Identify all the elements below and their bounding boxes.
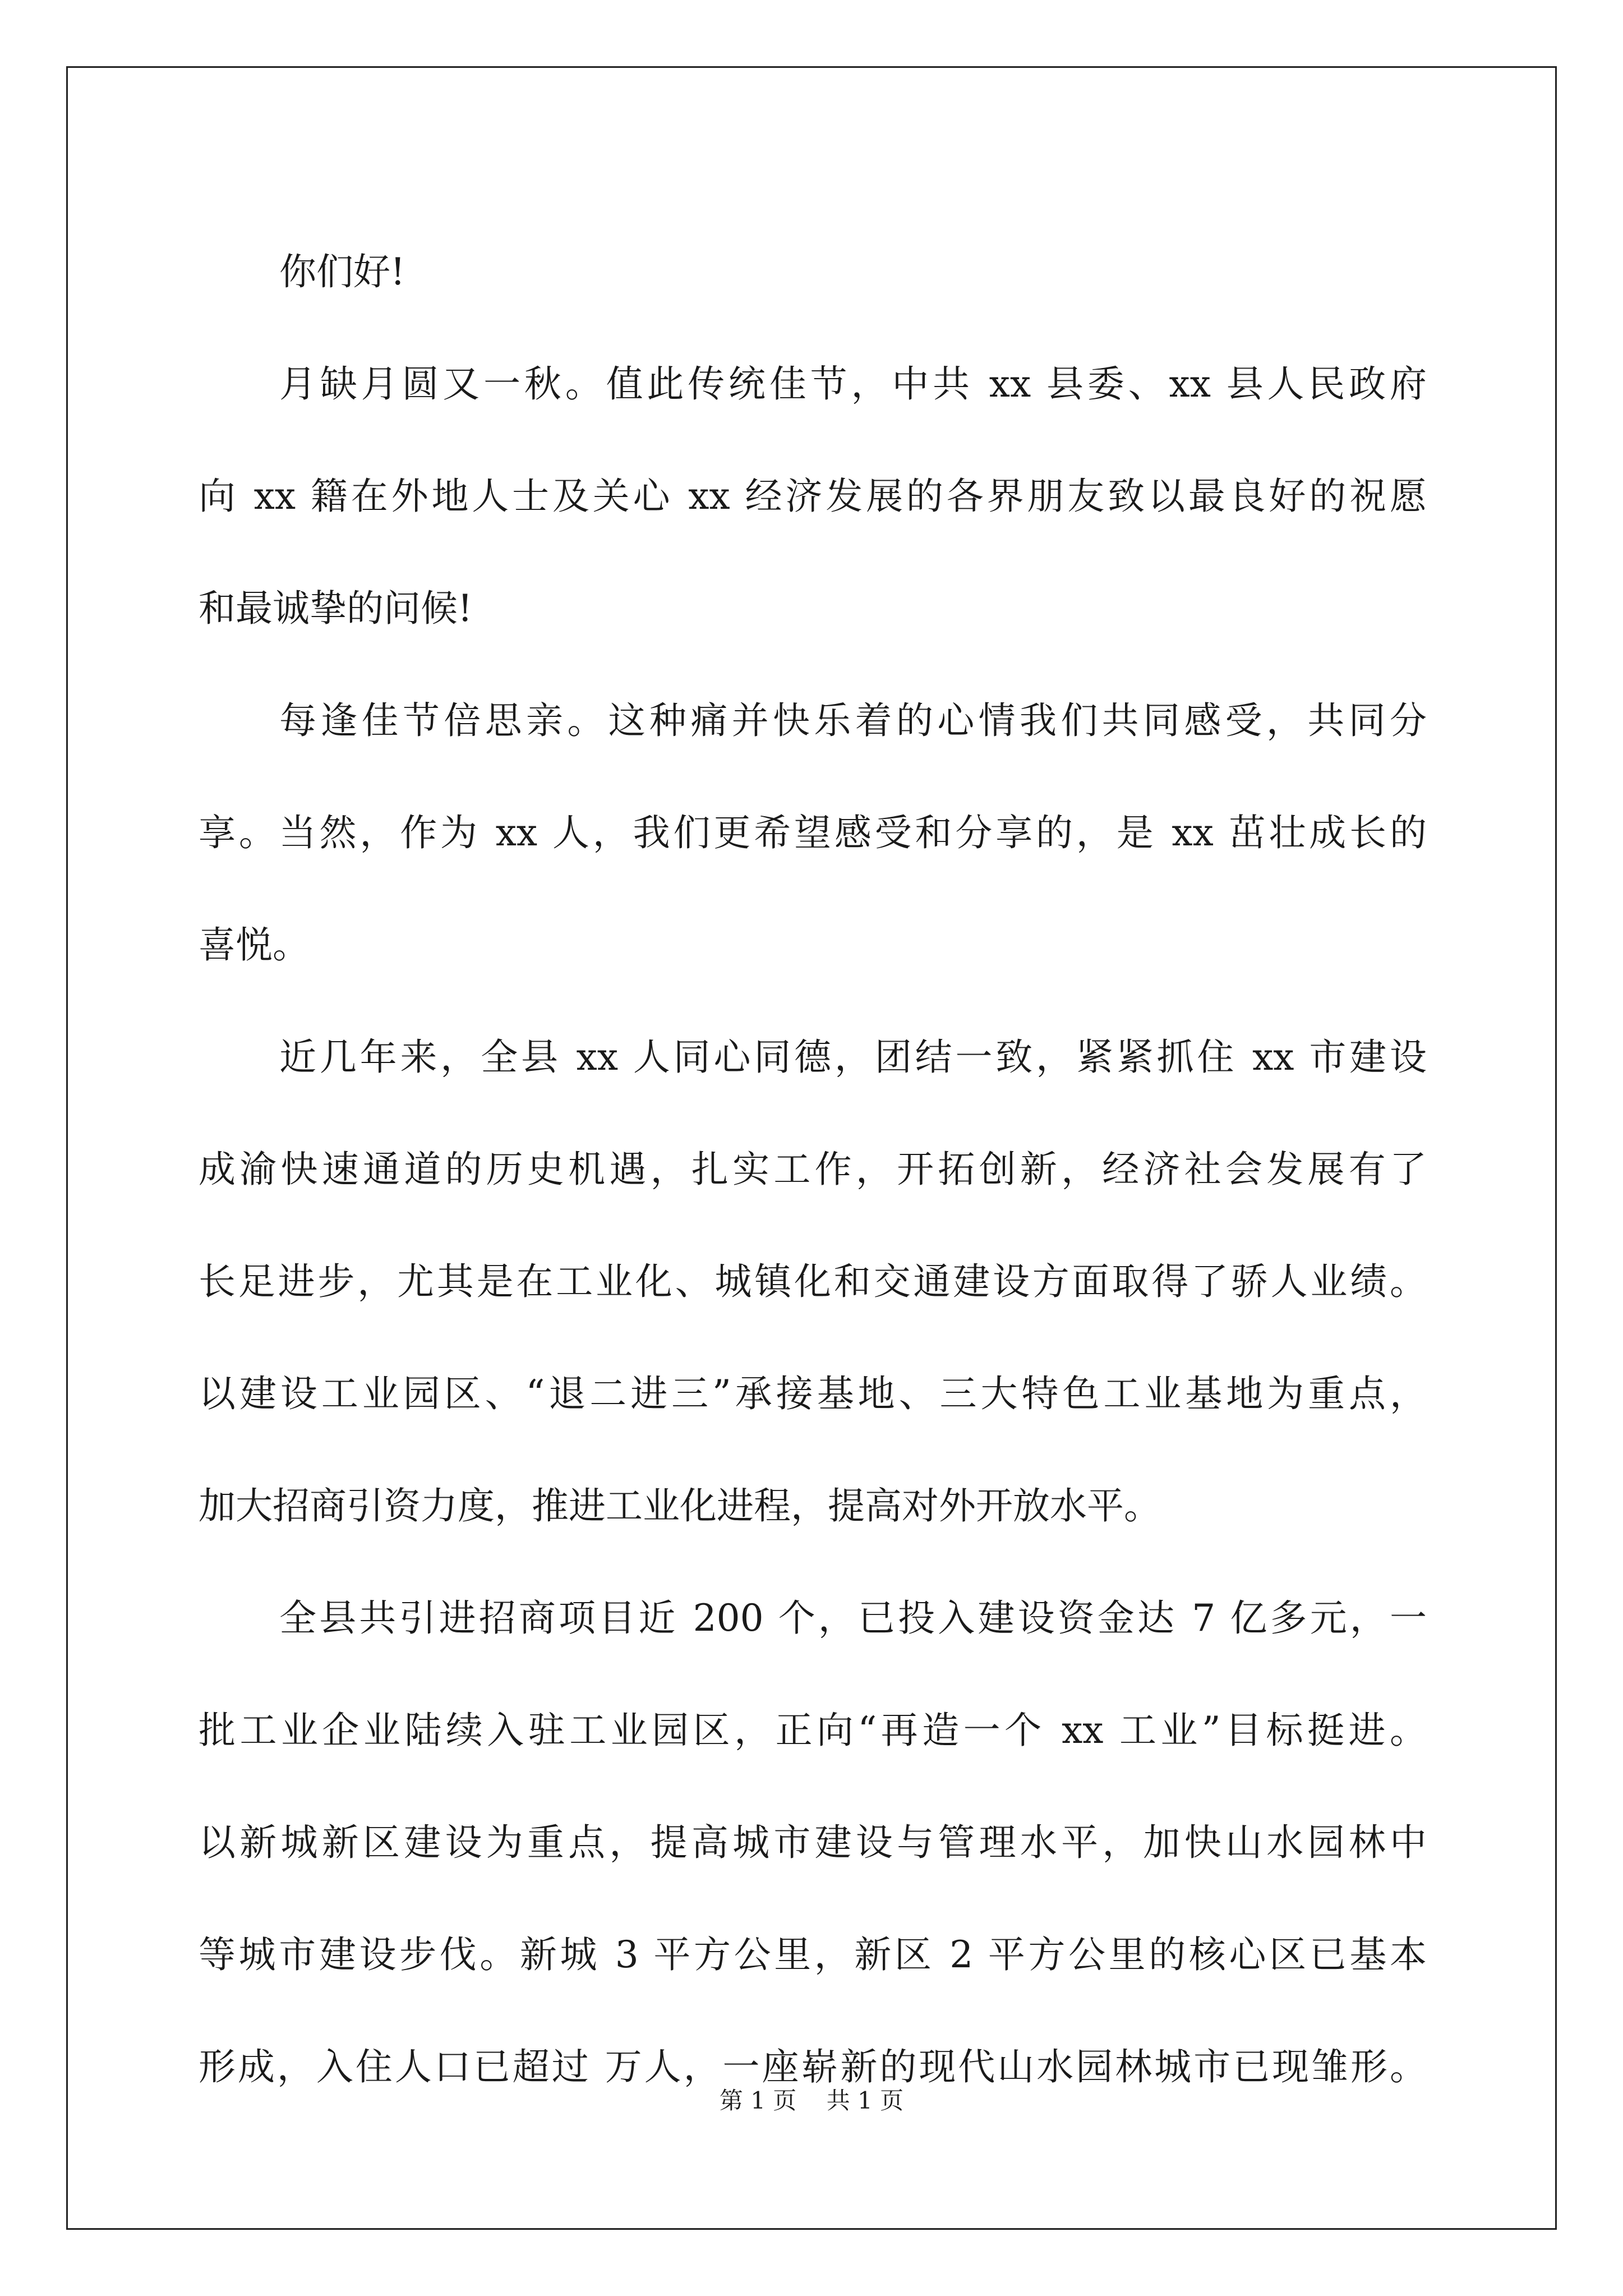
text-line: 长足进步，尤其是在工业化、城镇化和交通建设方面取得了骄人业绩。 <box>199 1260 1427 1303</box>
text-line: 月缺月圆又一秋。值此传统佳节，中共 xx 县委、xx 县人民政府 <box>279 362 1427 406</box>
text-line: 形成，入住人口已超过 万人，一座崭新的现代山水园林城市已现雏形。 <box>199 2045 1427 2088</box>
text-line: 喜悦。 <box>199 923 310 967</box>
text-line: 每逢佳节倍思亲。这种痛并快乐着的心情我们共同感受，共同分 <box>279 699 1427 742</box>
text-line: 全县共引进招商项目近 200 个，已投入建设资金达 7 亿多元，一 <box>279 1596 1427 1640</box>
text-line: 向 xx 籍在外地人士及关心 xx 经济发展的各界朋友致以最良好的祝愿 <box>199 475 1427 518</box>
text-line: 以建设工业园区、“退二进三”承接基地、三大特色工业基地为重点， <box>199 1372 1427 1415</box>
text-line: 近几年来，全县 xx 人同心同德，团结一致，紧紧抓住 xx 市建设 <box>279 1036 1427 1079</box>
text-line: 和最诚挚的问候! <box>199 587 473 630</box>
text-line: 批工业企业陆续入驻工业园区，正向“再造一个 xx 工业”目标挺进。 <box>199 1709 1427 1752</box>
text-line: 以新城新区建设为重点，提高城市建设与管理水平，加快山水园林中 <box>199 1821 1427 1864</box>
text-line: 等城市建设步伐。新城 3 平方公里，新区 2 平方公里的核心区已基本 <box>199 1933 1427 1976</box>
text-line: 成渝快速通道的历史机遇，扎实工作，开拓创新，经济社会发展有了 <box>199 1148 1427 1191</box>
page-number-footer: 第 1 页 共 1 页 <box>719 2087 904 2114</box>
text-line: 享。当然，作为 xx 人，我们更希望感受和分享的，是 xx 茁壮成长的 <box>199 811 1427 854</box>
text-line: 加大招商引资力度，推进工业化进程，提高对外开放水平。 <box>199 1484 1161 1527</box>
text-line: 你们好! <box>279 250 405 293</box>
